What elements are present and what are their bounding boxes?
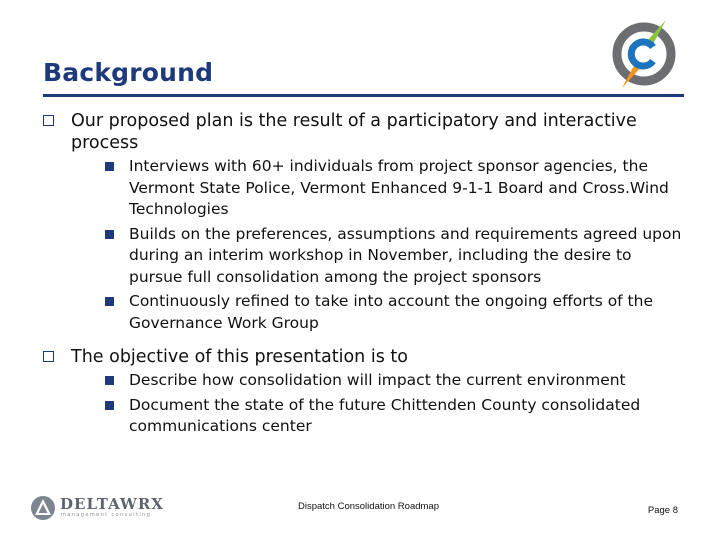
filled-square-bullet-icon <box>105 401 114 410</box>
footer-title: Dispatch Consolidation Roadmap <box>298 501 439 512</box>
page-number: Page 8 <box>647 505 678 516</box>
sub-bullet-text: Builds on the preferences, assumptions and requirements agreed upon during an interim workshop in November, including the desire to pursue full consolidation among the project sponsors <box>129 224 682 286</box>
bullet-item <box>43 346 683 438</box>
sub-bullet-text: Continuously refined to take into account the ongoing efforts of the Governance Work Group <box>129 292 653 332</box>
title-underline <box>43 94 684 97</box>
compass-c-logo-icon <box>606 16 682 92</box>
bullet-item <box>43 110 683 334</box>
filled-square-bullet-icon <box>105 376 114 385</box>
sub-bullet-list <box>71 370 683 438</box>
filled-square-bullet-icon <box>105 297 114 306</box>
slide-title: Background <box>43 58 214 87</box>
sub-bullet-item <box>101 156 683 221</box>
brand-tagline: management consulting <box>61 512 152 518</box>
filled-square-bullet-icon <box>105 162 114 171</box>
sub-bullet-item <box>101 291 683 334</box>
bullet-text: Our proposed plan is the result of a participatory and interactive process <box>71 111 637 153</box>
filled-square-bullet-icon <box>105 230 114 239</box>
sub-bullet-item <box>101 224 683 289</box>
deltawrx-emblem-icon <box>30 494 56 522</box>
sub-bullet-text: Interviews with 60+ individuals from project sponsor agencies, the Vermont State Police, Vermont Enhanced 9-1-1 Board and Cross.Wind Technologies <box>129 157 669 218</box>
sub-bullet-item <box>101 370 683 392</box>
brand-wordmark: DELTAWRX <box>60 495 164 513</box>
slide-content <box>43 110 683 442</box>
sub-bullet-item <box>101 395 683 438</box>
sub-bullet-list <box>71 156 683 334</box>
bullet-text: The objective of this presentation is to <box>71 347 408 367</box>
sub-bullet-text: Describe how consolidation will impact the current environment <box>129 371 626 389</box>
hollow-square-bullet-icon <box>43 351 54 362</box>
footer-brand-logo <box>30 492 164 524</box>
hollow-square-bullet-icon <box>43 115 54 126</box>
sub-bullet-text: Document the state of the future Chittenden County consolidated communications center <box>129 395 641 435</box>
